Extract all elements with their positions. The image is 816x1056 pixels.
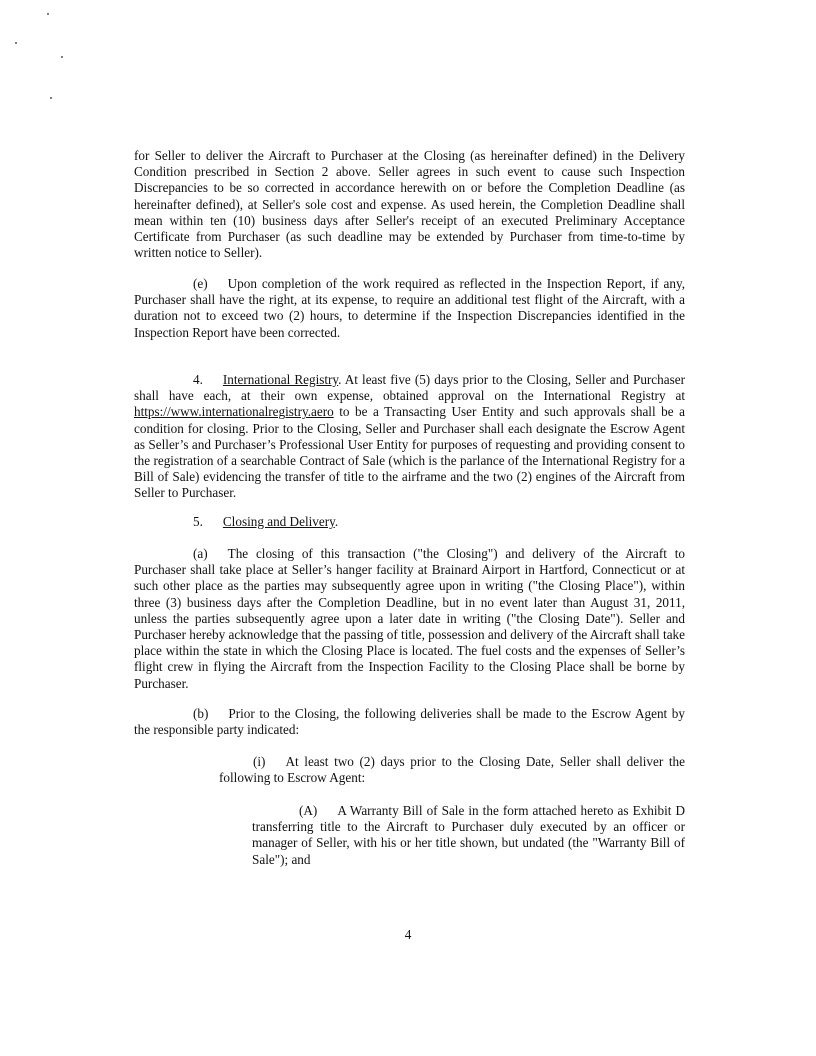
paragraph-e-text: Upon completion of the work required as reflected in the Inspection Report, if any, Purchaser shall have the right, at its expense, to require an additional test flight of the Aircraft, with a duration not to exceed two (2) hours, to determine if the Inspection Discrepancies identified in the Inspection Report have been corrected. bbox=[134, 276, 685, 340]
international-registry-link[interactable]: https://www.internationalregistry.aero bbox=[134, 404, 334, 420]
paragraph-5b-i-text: At least two (2) days prior to the Closing Date, Seller shall deliver the following to Escrow Agent: bbox=[219, 754, 685, 786]
paragraph-5b-i-A bbox=[252, 803, 685, 868]
section-5-title-suffix: . bbox=[334, 514, 339, 529]
scan-artifact-dot bbox=[61, 56, 63, 58]
paragraph-5a bbox=[134, 546, 685, 692]
section-4-text-before-url: . At least five (5) days prior to the Closing, Seller and Purchaser shall have each, at their own expense, obtained approval on the International Registry at bbox=[134, 372, 685, 404]
paragraph-5b bbox=[134, 706, 685, 738]
paragraph-5b-i bbox=[219, 754, 685, 786]
scan-artifact-dot bbox=[47, 13, 49, 15]
scan-artifact-dot bbox=[50, 97, 52, 99]
section-4-title: International Registry bbox=[222, 372, 339, 387]
paragraph-5b-text: Prior to the Closing, the following deliveries shall be made to the Escrow Agent by the responsible party indicated: bbox=[134, 706, 685, 738]
paragraph-5a-label: (a) bbox=[193, 546, 208, 561]
section-4-text-after-url: to be a Transacting User Entity and such approvals shall be a condition for closing. Prior to the Closing, Seller and Purchaser shall each designate the Escrow Agent as Seller’s and Purchaser’s Professional User Entity for purposes of requesting and providing consent to the registration of a searchable Contract of Sale (which is the parlance of the International Registry for a Bill of Sale) evidencing the transfer of title to the airframe and the two (2) engines of the Aircraft from Seller to Purchaser. bbox=[134, 404, 685, 501]
paragraph-e bbox=[134, 276, 685, 341]
paragraph-5b-i-A-text: A Warranty Bill of Sale in the form attached hereto as Exhibit D transferring title to the Aircraft to Purchaser duly executed by an officer or manager of Seller, with his or her title shown, but undated (the "Warranty Bill of Sale"); and bbox=[252, 803, 685, 867]
continuation-text: for Seller to deliver the Aircraft to Purchaser at the Closing (as hereinafter defined) in the Delivery Condition prescribed in Section 2 above. Seller agrees in such event to cause such Inspection Discrepancies to be so corrected in accordance herewith on or before the Completion Deadline (as hereinafter defined), at Seller's sole cost and expense. As used herein, the Completion Deadline shall mean within ten (10) business days after Seller's receipt of an executed Preliminary Acceptance Certificate from Purchaser (as such deadline may be extended by Purchaser from time-to-time by written notice to Seller). bbox=[134, 148, 685, 261]
paragraph-5b-label: (b) bbox=[193, 706, 209, 721]
continuation-paragraph bbox=[134, 148, 685, 261]
section-5-number: 5. bbox=[193, 514, 203, 529]
scan-artifact-dot bbox=[15, 42, 17, 44]
paragraph-e-label: (e) bbox=[193, 276, 208, 291]
paragraph-5a-text: The closing of this transaction ("the Closing") and delivery of the Aircraft to Purchaser shall take place at Seller’s hanger facility at Brainard Airport in Hartford, Connecticut or at such other place as the parties may subsequently agree upon in writing ("the Closing Place"), within three (3) business days after the Completion Deadline, but in no event later than August 31, 2011, unless the parties subsequently agree upon a later date in writing ("the Closing Date"). Seller and Purchaser hereby acknowledge that the passing of title, possession and delivery of the Aircraft shall take place within the state in which the Closing Place is located. The fuel costs and the expenses of Seller’s flight crew in flying the Aircraft from the Inspection Facility to the Closing Place shall be borne by Purchaser. bbox=[134, 546, 685, 691]
section-4-number: 4. bbox=[193, 372, 203, 387]
section-5-title: Closing and Delivery bbox=[222, 514, 335, 529]
section-4-international-registry bbox=[134, 372, 685, 502]
page-number: 4 bbox=[404, 927, 412, 942]
section-5-heading bbox=[193, 514, 338, 530]
paragraph-5b-i-label: (i) bbox=[253, 754, 266, 769]
paragraph-5b-i-A-label: (A) bbox=[299, 803, 318, 818]
